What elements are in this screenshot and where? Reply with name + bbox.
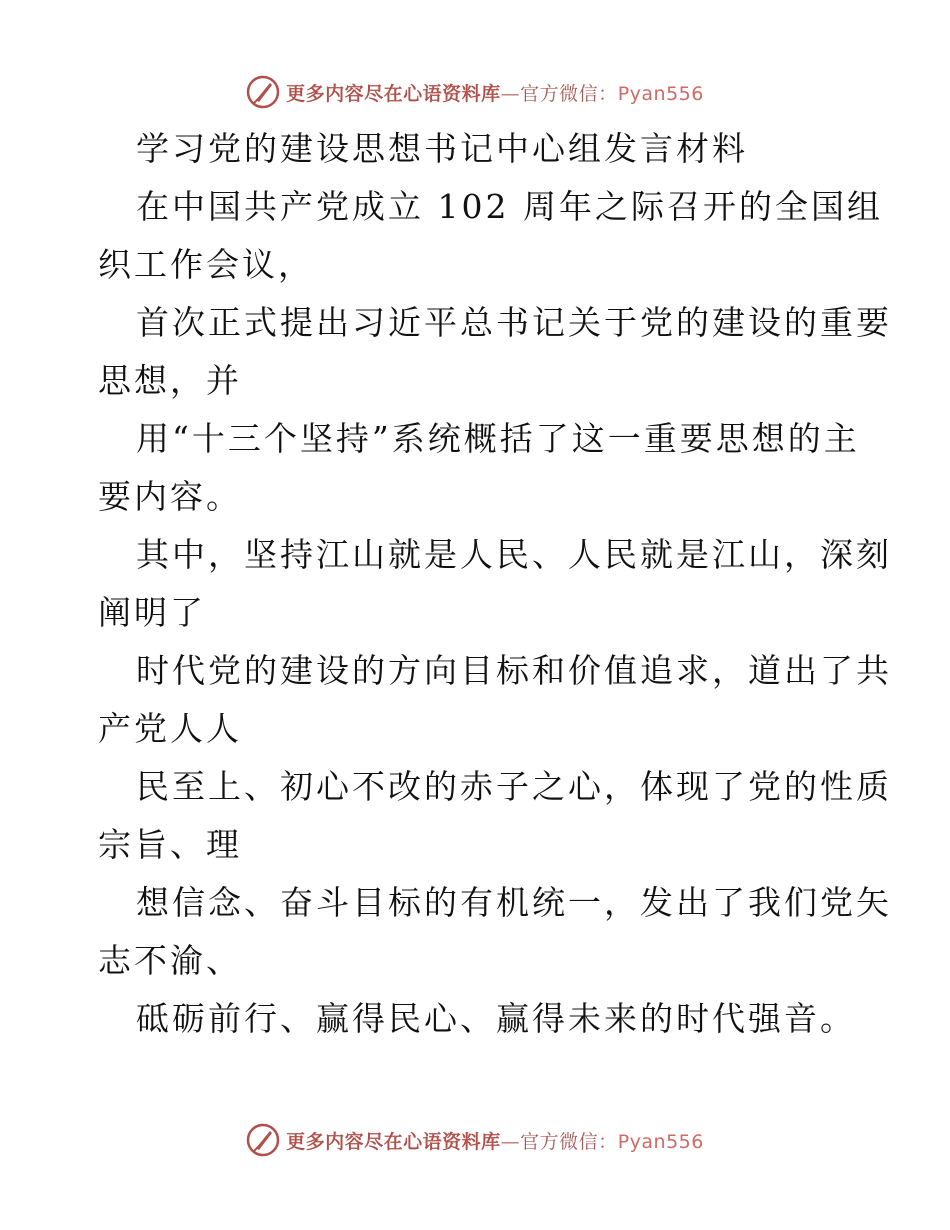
doc-line: 民至上、初心不改的赤子之心，体现了党的性质 bbox=[136, 767, 892, 806]
doc-line: 其中，坚持江山就是人民、人民就是江山，深刻 bbox=[136, 535, 892, 574]
watermark-lead: 更多内容尽在心语资料库 bbox=[286, 1130, 501, 1153]
quill-logo-icon bbox=[246, 75, 280, 109]
doc-line: 产党人人 bbox=[98, 709, 242, 748]
doc-line: 时代党的建设的方向目标和价值追求，道出了共 bbox=[136, 651, 892, 690]
doc-line: 织工作会议， bbox=[98, 245, 314, 284]
watermark-wechat: Pyan556 bbox=[617, 1130, 704, 1153]
watermark-footer bbox=[0, 1118, 950, 1162]
doc-line: 要内容。 bbox=[98, 477, 242, 516]
doc-line: 阐明了 bbox=[98, 593, 206, 632]
doc-line: 想信念、奋斗目标的有机统一，发出了我们党矢 bbox=[136, 883, 892, 922]
watermark-dash: — bbox=[500, 1130, 521, 1153]
watermark-lead: 更多内容尽在心语资料库 bbox=[286, 82, 501, 105]
watermark-header bbox=[0, 70, 950, 114]
doc-line: 首次正式提出习近平总书记关于党的建设的重要 bbox=[136, 303, 892, 342]
watermark-tail: 官方微信： bbox=[520, 1130, 618, 1153]
document-body bbox=[98, 120, 892, 1048]
doc-line: 宗旨、理 bbox=[98, 825, 242, 864]
watermark-text bbox=[286, 79, 704, 106]
watermark-dash: — bbox=[500, 82, 521, 105]
watermark-text bbox=[286, 1127, 704, 1154]
doc-title: 学习党的建设思想书记中心组发言材料 bbox=[136, 129, 748, 168]
watermark-wechat: Pyan556 bbox=[617, 82, 704, 105]
doc-line: 在中国共产党成立 102 周年之际召开的全国组 bbox=[136, 187, 883, 226]
doc-line: 用“十三个坚持”系统概括了这一重要思想的主 bbox=[136, 419, 860, 458]
quill-logo-icon bbox=[246, 1123, 280, 1157]
doc-line: 志不渝、 bbox=[98, 941, 242, 980]
doc-line: 砥砺前行、赢得民心、赢得未来的时代强音。 bbox=[136, 999, 856, 1038]
watermark-tail: 官方微信： bbox=[520, 82, 618, 105]
doc-line: 思想，并 bbox=[98, 361, 242, 400]
